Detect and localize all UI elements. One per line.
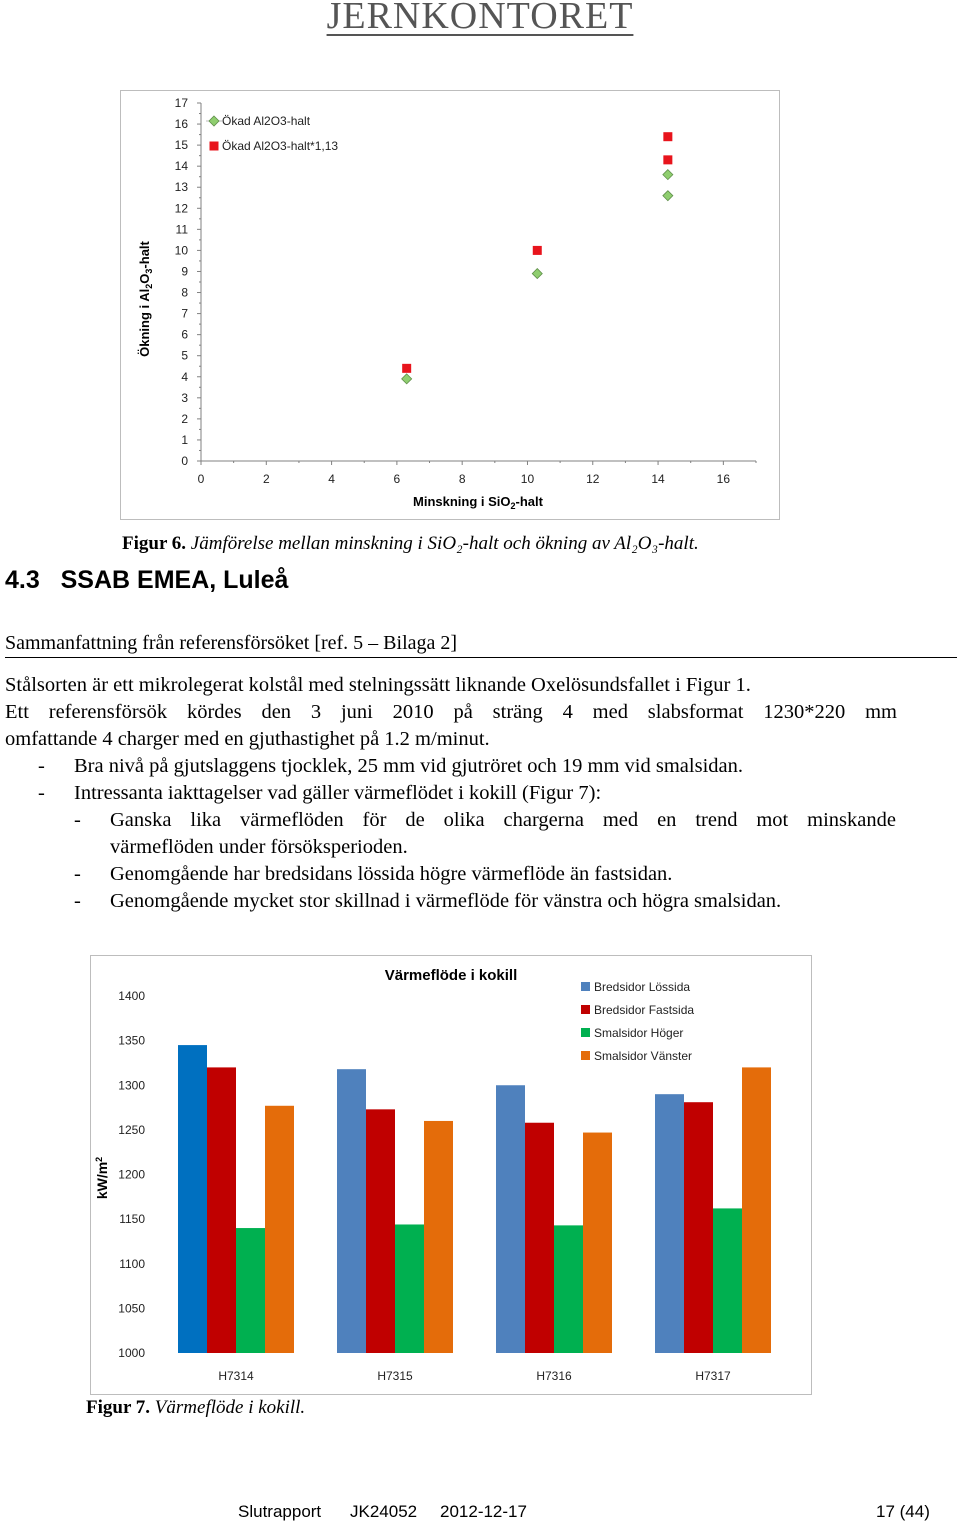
figure-6-label: Figur 6. [122,533,187,554]
y-axis-label: $kW/m^2$ [94,1156,110,1200]
bar [207,1067,236,1353]
x-tick-label: 8 [458,472,466,486]
y-tick-label: 7 [181,306,188,321]
y-tick-label: 1150 [119,1212,145,1227]
figure-6-caption [122,533,699,555]
legend-label: Bredsidor Lössida [594,980,691,994]
subbullet-marker: - [74,809,81,831]
subbullet-continuation: värmeflöden under försöksperioden. [110,836,408,858]
x-tick-label: 6 [393,472,401,486]
footer-report: Slutrapport [238,1502,322,1521]
section-title: SSAB EMEA, Luleå [60,566,289,594]
y-tick-label: 14 [174,159,188,174]
paragraph-line-3: omfattande 4 charger med en gjuthastighet på 1.2 m/minut. [5,728,490,750]
y-tick-label: 1400 [118,989,145,1003]
footer-page-number: 17 (44) [876,1502,930,1521]
paragraph-line-2: Ett referensförsök kördes den 3 juni 2010 på sträng 4 med slabsformat 1230*220 mm [5,701,897,723]
legend-label: Bredsidor Fastsida [594,1003,695,1017]
bar [395,1224,424,1353]
y-tick-label: 4 [181,369,188,384]
legend-swatch [581,1005,590,1014]
y-tick-label: 13 [174,180,188,195]
data-point-diamond [663,191,673,201]
x-tick-label: 14 [651,472,665,486]
y-tick-label: 15 [174,138,188,153]
y-tick-label: 1350 [118,1033,145,1048]
jernkontoret-logo: JERNKONTORET [326,0,634,37]
x-tick-label: 0 [197,472,205,486]
y-tick-label: 0 [181,454,188,468]
bar [496,1085,525,1353]
y-tick-label: 2 [181,411,188,426]
bar [265,1106,294,1353]
figure-7-label: Figur 7. [86,1397,151,1418]
bar [337,1069,366,1353]
data-point-diamond [402,374,412,384]
chart-title: Värmeflöde i kokill [384,967,518,984]
y-tick-label: 9 [181,264,188,279]
bar [236,1228,265,1353]
category-label: H7316 [536,1369,572,1383]
legend-swatch [581,1028,590,1037]
y-tick-label: 11 [175,222,188,237]
bar [684,1102,713,1353]
x-tick-label: 10 [520,472,535,486]
data-point-square [533,246,542,255]
bar [742,1067,771,1353]
y-tick-label: 1200 [118,1167,145,1182]
y-tick-label: 1250 [118,1122,145,1137]
section-heading [5,566,288,595]
category-label: H7314 [218,1369,254,1383]
legend-marker-square [210,142,219,151]
figure-7-chart [90,955,812,1395]
bar [366,1109,395,1353]
subbullet-marker: - [74,890,81,912]
y-tick-label: 17 [174,96,188,110]
figure-6-text: Jämförelse mellan minskning i SiO₂-halt och ökning av Al₂O₃-halt. [190,533,699,554]
bar [525,1123,554,1353]
bar [554,1225,583,1353]
bullet-text: Bra nivå på gjutslaggens tjocklek, 25 mm vid gjutröret och 19 mm vid smalsidan. [74,755,743,777]
bar [713,1208,742,1353]
y-tick-label: 1100 [119,1256,145,1271]
y-tick-label: 16 [174,117,188,132]
legend-label: Ökad Al2O3-halt [222,114,311,128]
subbullet-text: Genomgående mycket stor skillnad i värmeflöde för vänstra och högra smalsidan. [110,890,782,912]
y-tick-label: 1300 [118,1078,145,1093]
bullet-marker: - [38,782,45,804]
legend-swatch [581,982,590,991]
y-tick-label: 6 [181,327,188,342]
footer-date: 2012-12-17 [440,1502,527,1521]
paragraph-line-1: Stålsorten är ett mikrolegerat kolstål med stelningssätt liknande Oxelösundsfallet i Figur 1. [5,674,751,696]
subbullet-marker: - [74,863,81,885]
y-tick-label: 1 [181,432,188,447]
figure-6-chart [120,90,780,520]
bar [583,1133,612,1353]
x-tick-label: 16 [716,472,731,486]
data-point-diamond [532,269,542,279]
subbullet-text: Ganska lika värmeflöden för de olika chargerna med en trend mot minskande [110,809,896,831]
legend-marker-diamond [209,116,219,126]
page-footer [0,1500,960,1524]
y-tick-label: 1000 [118,1346,145,1360]
legend-swatch [581,1051,590,1060]
summary-subheading: Sammanfattning från referensförsöket [ref. 5 – Bilaga 2] [5,632,957,658]
x-tick-label: 12 [586,472,600,486]
footer-project: JK24052 [350,1502,418,1521]
y-tick-label: 3 [181,390,188,405]
x-axis-label: Minskning i SiO$_2$-halt [413,494,543,511]
y-axis-label: Ökning i $Al_2O_3$-halt [137,241,154,357]
x-tick-label: 2 [262,472,270,486]
section-number: 4.3 [5,566,40,594]
bar-chart [91,956,811,1394]
bar [424,1121,453,1353]
legend-label: Smalsidor Höger [594,1026,684,1040]
category-label: H7317 [695,1369,731,1383]
data-point-square [663,155,672,164]
data-point-square [402,364,411,373]
legend-label: Ökad Al2O3-halt*1,13 [222,139,339,153]
data-point-diamond [663,170,673,180]
bar [178,1045,207,1353]
scatter-plot [121,91,779,519]
figure-7-text: Värmeflöde i kokill. [154,1397,306,1418]
category-label: H7315 [377,1369,413,1383]
figure-7-caption [86,1397,305,1419]
data-point-square [663,132,672,141]
legend-label: Smalsidor Vänster [594,1049,693,1063]
y-tick-label: 10 [174,243,188,258]
bullet-marker: - [38,755,45,777]
y-tick-label: 12 [174,201,188,216]
bullet-text: Intressanta iakttagelser vad gäller värmeflödet i kokill (Figur 7): [74,782,602,804]
x-tick-label: 4 [328,472,335,486]
subbullet-text: Genomgående har bredsidans lössida högre värmeflöde än fastsidan. [110,863,673,885]
bar [655,1094,684,1353]
y-tick-label: 1050 [118,1301,145,1316]
y-tick-label: 8 [181,285,188,300]
y-tick-label: 5 [181,348,188,363]
